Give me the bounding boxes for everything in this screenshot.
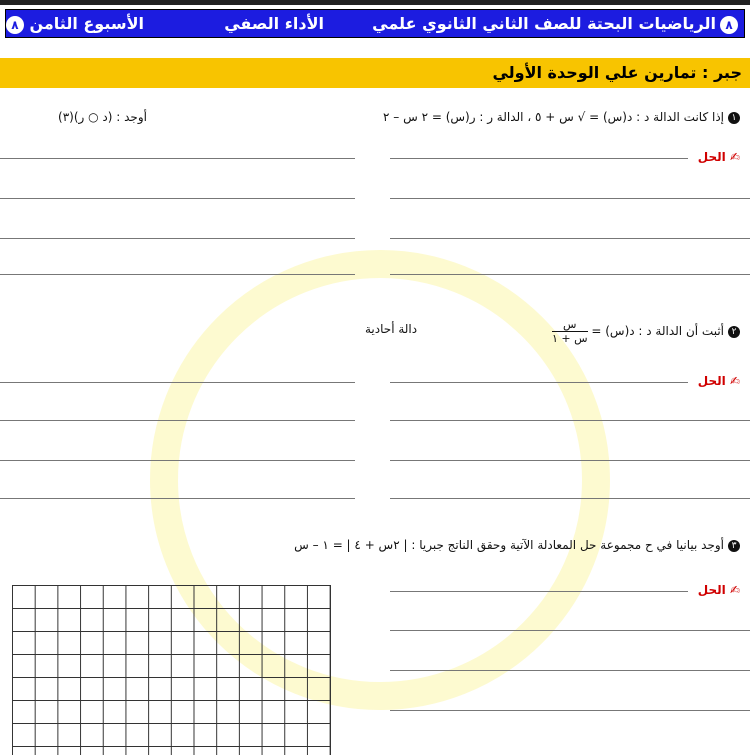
question-1-find: أوجد : (د ○ ر)(٣) (58, 110, 147, 124)
answer-line[interactable] (0, 498, 355, 499)
answer-line[interactable] (390, 460, 750, 461)
answer-line[interactable] (390, 591, 688, 592)
fraction: $\frac{\text{س}}{\text{س + ١}}$ (551, 318, 588, 345)
solution-label: ✍ الحل (697, 374, 740, 388)
header-bar (5, 9, 745, 38)
question-3: ٣أوجد بيانيا في ح مجموعة حل المعادلة الآتية وحقق الناتج جبريا : | ٢س + ٤ | = ١ – س (294, 538, 740, 552)
answer-line[interactable] (390, 274, 750, 275)
answer-line[interactable] (0, 274, 355, 275)
answer-line[interactable] (0, 460, 355, 461)
answer-line[interactable] (0, 158, 355, 159)
answer-line[interactable] (390, 238, 750, 239)
graph-grid[interactable] (12, 585, 331, 755)
question-1: ١إذا كانت الدالة د : د(س) = √ س + ٥ ، الدالة ر : ر(س) = ٢ س – ٢ (383, 110, 740, 124)
answer-line[interactable] (390, 498, 750, 499)
question-2: ٢أثبت أن الدالة د : د(س) = $\frac{\text{س}}{\text{س + ١}}$ (552, 318, 740, 345)
answer-line[interactable] (0, 198, 355, 199)
header-title: ٨الرياضيات البحتة للصف الثاني الثانوي علمي (372, 14, 738, 34)
answer-line[interactable] (390, 710, 750, 711)
answer-line[interactable] (390, 198, 750, 199)
subheader-bar (0, 58, 750, 88)
answer-line[interactable] (390, 382, 688, 383)
top-border (0, 0, 750, 5)
solution-label: ✍ الحل (697, 150, 740, 164)
answer-line[interactable] (390, 158, 688, 159)
subheader-title: جبر : تمارين علي الوحدة الأولي (492, 63, 742, 82)
header-section: الأداء الصفي (224, 14, 324, 33)
answer-line[interactable] (0, 420, 355, 421)
answer-line[interactable] (0, 382, 355, 383)
answer-line[interactable] (390, 420, 750, 421)
header-week: الأسبوع الثامن ٨ (2, 14, 144, 34)
answer-line[interactable] (390, 670, 750, 671)
question-2-suffix: دالة أحادية (365, 322, 418, 336)
answer-line[interactable] (390, 630, 750, 631)
solution-label: ✍ الحل (697, 583, 740, 597)
answer-line[interactable] (0, 238, 355, 239)
